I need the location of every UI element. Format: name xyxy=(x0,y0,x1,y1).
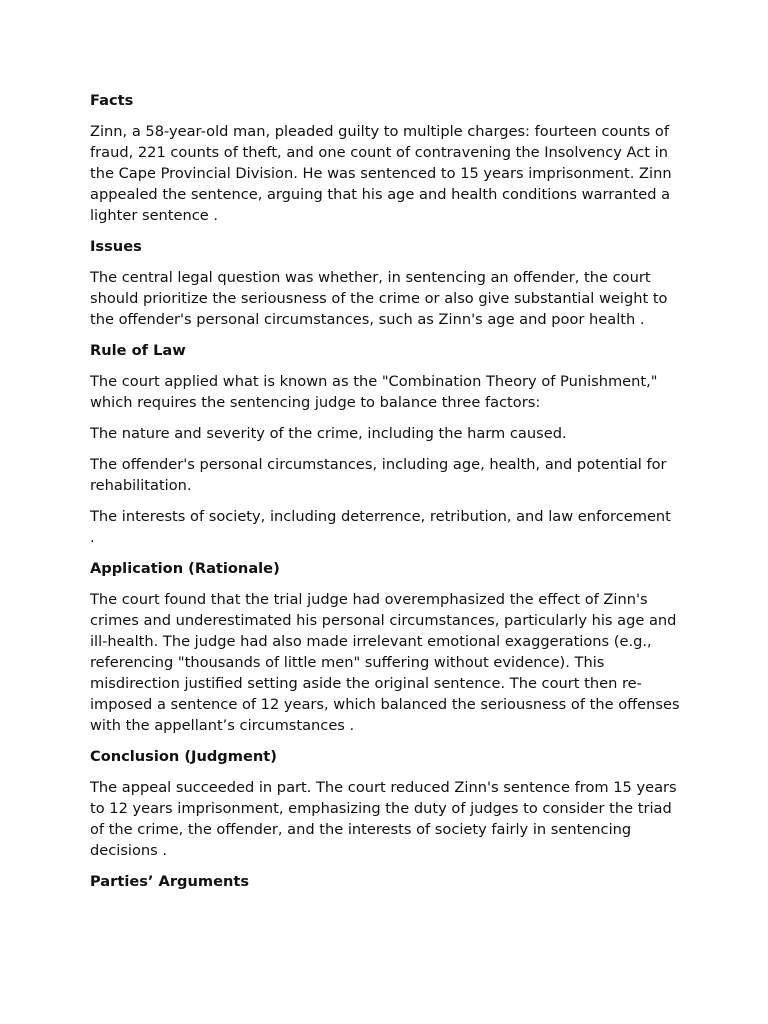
heading-conclusion: Conclusion (Judgment) xyxy=(90,748,277,765)
paragraph-issues: The central legal question was whether, in sentencing an offender, the court should prioritize the seriousness of the crime or also give substantial weight to the offender's personal circumstances, such as Zinn's age and poor health . xyxy=(90,269,668,328)
heading-application: Application (Rationale) xyxy=(90,560,280,577)
paragraph-facts: Zinn, a 58-year-old man, pleaded guilty to multiple charges: fourteen counts of fraud, 221 counts of theft, and one count of contravening the Insolvency Act in the Cape Provincial Division. He was sentenced to 15 years imprisonment. Zinn appealed the sentence, arguing that his age and health conditions warranted a lighter sentence . xyxy=(90,123,672,224)
document-body xyxy=(90,90,680,892)
paragraph-rule-intro: The court applied what is known as the "Combination Theory of Punishment," which requires the sentencing judge to balance three factors: xyxy=(90,373,658,411)
heading-issues: Issues xyxy=(90,238,142,255)
paragraph-conclusion: The appeal succeeded in part. The court reduced Zinn's sentence from 15 years to 12 years imprisonment, emphasizing the duty of judges to consider the triad of the crime, the offender, and the interests of society fairly in sentencing decisions . xyxy=(90,779,677,859)
paragraph-rule-factor-crime: The nature and severity of the crime, including the harm caused. xyxy=(90,425,567,442)
heading-facts: Facts xyxy=(90,92,134,109)
heading-rule-of-law: Rule of Law xyxy=(90,342,186,359)
heading-parties-arguments: Parties’ Arguments xyxy=(90,873,250,890)
paragraph-application: The court found that the trial judge had overemphasized the effect of Zinn's crimes and underestimated his personal circumstances, particularly his age and ill-health. The judge had also made irrelevant emotional exaggerations (e.g., referencing "thousands of little men" suffering without evidence). This misdirection justified setting aside the original sentence. The court then re-imposed a sentence of 12 years, which balanced the seriousness of the offenses with the appellant’s circumstances . xyxy=(90,591,680,734)
paragraph-rule-factor-offender: The offender's personal circumstances, including age, health, and potential for rehabilitation. xyxy=(90,456,667,494)
paragraph-rule-factor-society: The interests of society, including deterrence, retribution, and law enforcement . xyxy=(90,508,671,546)
